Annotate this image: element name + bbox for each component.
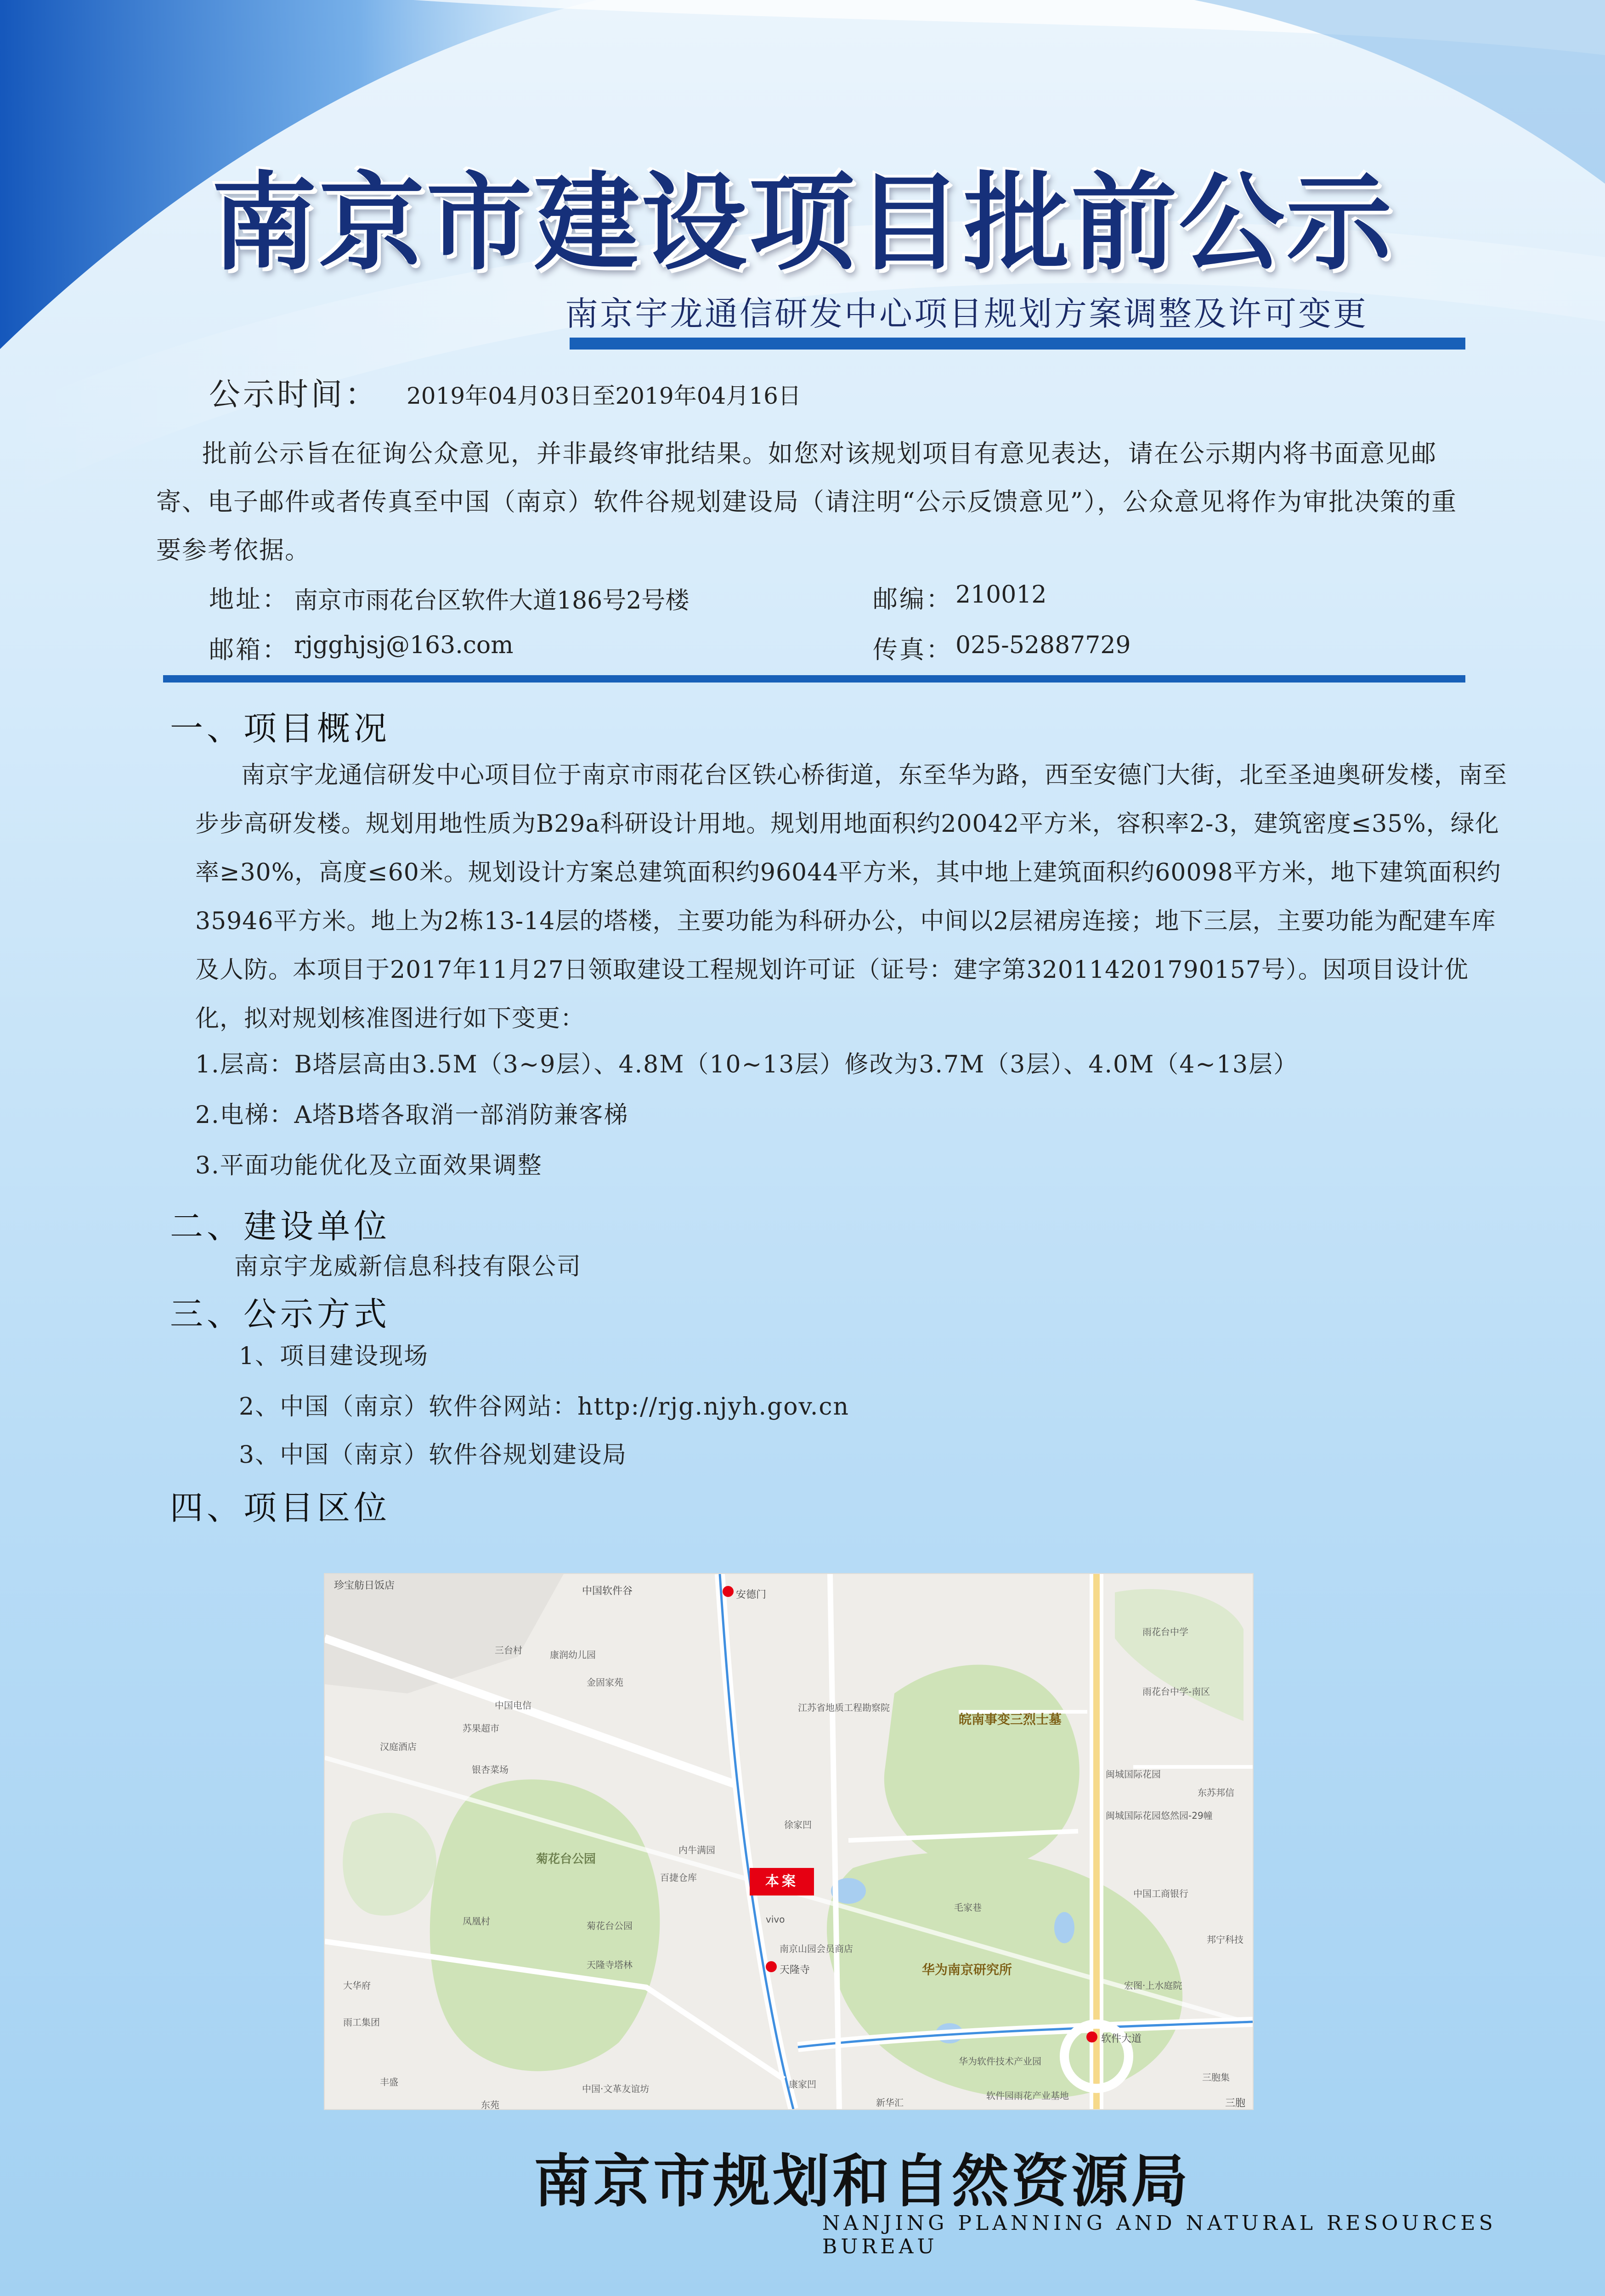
map-label: 软件大道 [1101,2033,1142,2045]
map-label: 南京山园会员商店 [780,1943,853,1954]
heading-method: 三、公示方式 [170,1295,391,1333]
email-label: 邮箱： [209,635,289,664]
map-label: 珍宝舫日饭店 [334,1580,395,1591]
change-item-3: 3.平面功能优化及立面效果调整 [195,1152,543,1179]
overview-body: 南京宇龙通信研发中心项目位于南京市雨花台区铁心桥街道，东至华为路，西至安德门大街，北至圣迪奥研发楼，南至步步高研发楼。规划用地性质为B29a科研设计用地。规划用地面积约20042平方米，容积率2-3，建筑密度≤35%，绿化率≥30%，高度≤60米。规划设计方案总建筑面积约96044平方米，其中地上建筑面积约60098平方米，地下建筑面积约35946平方米。地上为2栋13-14层的塔楼，主要功能为科研办公，中间以2层裙房连接；地下三层，主要功能为配建车库及人防。本项目于2017年11月27日领取建设工程规划许可证（证号：建字第320114201790157号）。因项目设计优化，拟对规划核准图进行如下变更： [195,762,1508,1032]
heading-builder: 二、建设单位 [170,1207,391,1246]
map-label: 华为南京研究所 [922,1962,1012,1977]
map-label: 软件园雨花产业基地 [986,2090,1069,2101]
address-value: 南京市雨花台区软件大道186号2号楼 [294,587,689,615]
map-label: 毛家巷 [954,1902,982,1913]
map-label: 三胞 [1225,2098,1246,2109]
map-label: 雨花台中学 [1142,1626,1188,1637]
map-label: 中国工商银行 [1133,1888,1188,1899]
fax-value: 025-52887729 [955,632,1131,659]
method-item-3: 3、中国（南京）软件谷规划建设局 [239,1441,627,1469]
map-label: 闽城国际花园悠然园-29幢 [1106,1810,1213,1821]
heading-location: 四、项目区位 [170,1489,391,1527]
address-label: 地址： [209,585,289,614]
project-location-marker[interactable]: 本案 [750,1868,814,1895]
map-label: 中国软件谷 [582,1585,633,1597]
map-drawing [325,1574,1253,2109]
subtitle-underline [570,338,1465,350]
change-item-2: 2.电梯：A塔B塔各取消一部消防兼客梯 [195,1101,629,1129]
map-label: 江苏省地质工程勘察院 [798,1702,890,1713]
section-divider [163,675,1465,683]
fax-label: 传真： [873,635,953,664]
map-label: 苏果超市 [463,1723,499,1734]
intro-paragraph: 批前公示旨在征询公众意见，并非最终审批结果。如您对该规划项目有意见表达，请在公示期内将书面意见邮寄、电子邮件或者传真至中国（南京）软件谷规划建设局（请注明“公示反馈意见”），公众意见将作为审批决策的重要参考依据。 [156,439,1458,564]
map-label: 中国·文革友谊坊 [582,2083,650,2094]
map-label: 天隆寺 [780,1964,810,1976]
issuing-organization: 南京市规划和自然资源局 [533,2149,1191,2215]
map-label: 宏图·上水庭院 [1124,1980,1182,1991]
map-label: 雨工集团 [343,2017,380,2028]
map-label: 菊花台公园 [536,1852,596,1866]
page-subtitle: 南京宇龙通信研发中心项目规划方案调整及许可变更 [565,294,1368,333]
postcode-label: 邮编： [873,585,953,614]
map-label: 丰盛 [380,2076,398,2087]
map-label: 凤凰村 [463,1916,490,1927]
map-label: 三胞集 [1202,2072,1230,2083]
map-label: 康家凹 [789,2079,816,2090]
map-label: 大华府 [343,1980,371,1991]
map-label: vivo [766,1914,785,1925]
issuing-organization-english: NANJING PLANNING AND NATURAL RESOURCES BUREAU [822,2211,1497,2258]
map-label: 金固家苑 [587,1677,623,1688]
map-label: 安德门 [736,1589,767,1601]
email-value: rjgghjsj@163.com [294,632,514,659]
postcode-value: 210012 [955,581,1047,609]
publicity-time-label: 公示时间： [209,377,379,413]
map-label: 华为软件技术产业园 [959,2056,1041,2067]
map-label: 三台村 [495,1645,522,1656]
map-label: 闽城国际花园 [1106,1769,1161,1780]
map-label: 银杏菜场 [472,1764,509,1775]
publicity-time-value: 2019年04月03日至2019年04月16日 [407,383,801,409]
map-label: 内牛满园 [678,1845,715,1856]
location-map[interactable] [324,1573,1254,2110]
page-title: 南京市建设项目批前公示 [211,162,1394,285]
map-label: 东苑 [481,2099,499,2110]
map-label: 徐家凹 [784,1819,812,1830]
map-label: 康润幼儿园 [550,1649,596,1660]
map-label: 天隆寺塔林 [587,1959,633,1970]
method-item-2: 2、中国（南京）软件谷网站：http://rjg.njyh.gov.cn [239,1393,849,1421]
builder-name: 南京宇龙威新信息科技有限公司 [234,1253,582,1281]
map-label: 新华汇 [876,2097,904,2108]
map-label: 邦宁科技 [1207,1934,1243,1945]
map-label: 汉庭酒店 [380,1741,417,1752]
map-label: 皖南事变三烈士墓 [959,1712,1062,1727]
change-item-1: 1.层高：B塔层高由3.5M（3~9层）、4.8M（10~13层）修改为3.7M（3层）、4.0M（4~13层） [195,1051,1299,1078]
map-label: 百捷仓库 [660,1872,697,1883]
map-label: 东苏邦信 [1198,1787,1234,1798]
heading-overview: 一、项目概况 [170,709,391,748]
method-item-1: 1、项目建设现场 [239,1343,429,1370]
map-label: 雨花台中学-南区 [1142,1686,1210,1697]
map-label: 菊花台公园 [587,1920,633,1931]
map-label: 中国电信 [495,1700,531,1711]
